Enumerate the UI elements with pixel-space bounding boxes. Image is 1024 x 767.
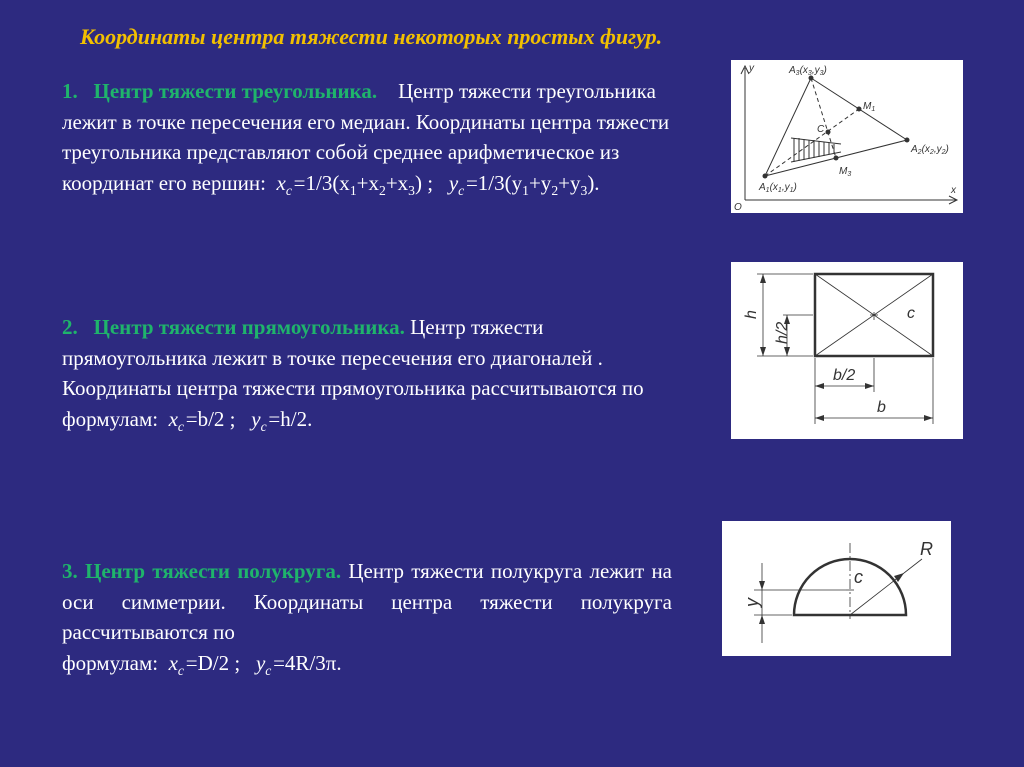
- arrowhead: [759, 581, 765, 590]
- vertex-a1-label: $A_1(x_1,y_1)$: [759, 182, 797, 194]
- formula-semicircle-y: $y_c$ =4R/3π.: [255, 650, 342, 678]
- section-heading-semicircle: 3. Центр тяжести полукруга.: [62, 559, 342, 583]
- arrowhead: [759, 615, 765, 624]
- midpoint-m3-label: $M_3$: [839, 166, 852, 178]
- formula-lead-semicircle: формулам:: [62, 650, 159, 675]
- label-h2: h/2: [774, 321, 791, 344]
- axis-label-x: x: [951, 185, 956, 196]
- section-semicircle: [62, 556, 672, 678]
- semicircle-diagram-svg: [722, 521, 951, 656]
- section-heading-triangle: 1. Центр тяжести треугольника.: [62, 79, 378, 103]
- midpoint-m1-dot: [857, 107, 862, 112]
- axis-label-y: y: [749, 63, 754, 74]
- vertex-a3-label: $A_3(x_3,y_3)$: [789, 65, 827, 77]
- midpoint-m3-dot: [834, 156, 839, 161]
- label-b2: b/2: [833, 367, 856, 384]
- rectangle-diagram-svg: [731, 262, 963, 439]
- section-rectangle: [62, 312, 662, 434]
- semicircle-diagram: [722, 521, 951, 656]
- section-heading-rectangle: 2. Центр тяжести прямоугольника.: [62, 315, 405, 339]
- vertex-a2-label: $A_2(x_2,y_2)$: [911, 144, 949, 156]
- arrowhead: [784, 347, 790, 356]
- vertex-a1-dot: [763, 174, 768, 179]
- label-y: y: [742, 598, 762, 607]
- centroid-c-label: C: [817, 124, 825, 135]
- section-text-semicircle: Центр тяжести полукруга лежит на оси симметрии. Координаты центра тяжести полукруга рассчитываются по: [62, 559, 673, 644]
- arrowhead: [865, 383, 874, 389]
- formula-triangle-y: $y_c$ $=1/3(y_1+y_2+y_3)$.: [448, 170, 600, 198]
- section-text-triangle: Центр тяжести треугольника лежит в точке пересечения его медиан. Координаты центра тяжести треугольника представляют собой среднее арифметическое из координат его вершин:: [62, 79, 670, 195]
- arrowhead: [760, 274, 766, 283]
- formula-triangle-x: $x_c$ $=1/3(x_1+x_2+x_3)$ ;: [276, 170, 434, 198]
- origin-label: O: [734, 202, 742, 213]
- centroid-c-dot: [826, 130, 831, 135]
- rectangle-diagram: [731, 262, 963, 439]
- section-triangle: [62, 76, 682, 198]
- section-text-rectangle: Центр тяжести прямоугольника лежит в точке пересечения его диагоналей . Координаты центра тяжести прямоугольника рассчитываются по: [62, 315, 644, 400]
- triangle-diagram-svg: [731, 60, 963, 213]
- arrowhead: [924, 415, 933, 421]
- arrowhead: [760, 347, 766, 356]
- triangle-diagram: [731, 60, 963, 213]
- arrowhead: [815, 415, 824, 421]
- label-c: c: [907, 305, 915, 322]
- formula-rectangle-y: $y_c$ =h/2.: [251, 406, 313, 434]
- arrowhead: [815, 383, 824, 389]
- formula-rectangle-x: $x_c$ =b/2 ;: [168, 406, 236, 434]
- label-r: R: [920, 539, 933, 559]
- label-b: b: [877, 399, 886, 416]
- triangle-shape: [765, 78, 907, 176]
- slide-title: Координаты центра тяжести некоторых простых фигур.: [80, 24, 663, 49]
- radius-leader: [904, 559, 922, 573]
- label-h: h: [743, 310, 760, 319]
- formula-semicircle-x: $x_c$ =D/2 ;: [168, 650, 241, 678]
- vertex-a2-dot: [905, 138, 910, 143]
- formula-lead-rectangle: формулам:: [62, 406, 159, 431]
- label-c: c: [854, 567, 863, 587]
- midpoint-m1-label: $M_1$: [863, 101, 876, 113]
